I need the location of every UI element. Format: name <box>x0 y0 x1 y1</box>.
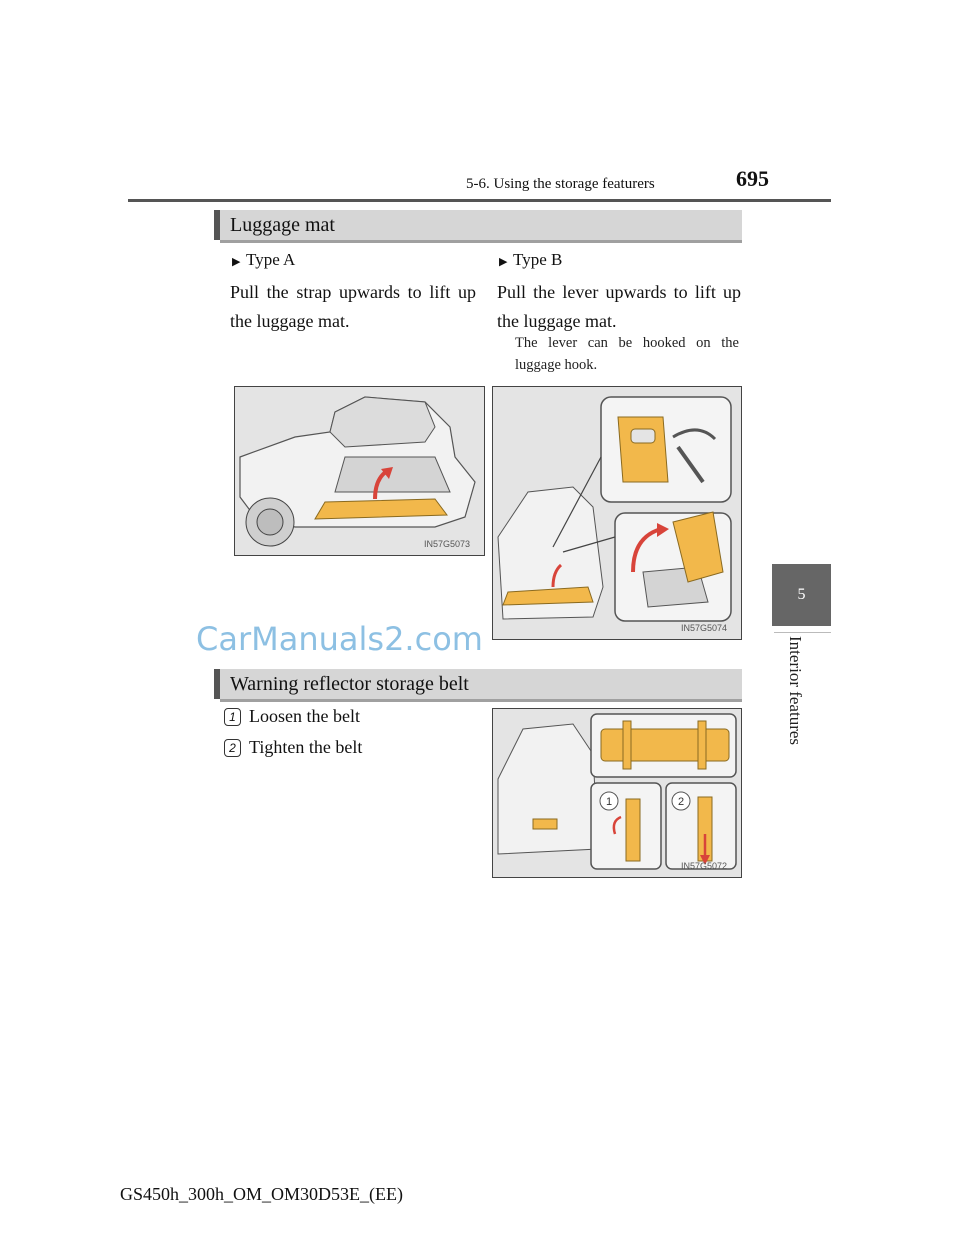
chapter-tab <box>772 564 831 626</box>
step-2-text: Tighten the belt <box>249 737 363 757</box>
reflector-belt-illustration <box>492 708 742 878</box>
figure-code: IN57G5072 <box>680 861 727 871</box>
watermark: CarManuals2.com <box>196 620 483 658</box>
chapter-label: Interior features <box>786 636 805 746</box>
car-trunk-open-illustration <box>235 387 484 555</box>
luggage-mat-heading <box>214 210 742 240</box>
type-a-label-row <box>232 250 295 270</box>
triangle-bullet-icon: ▶ <box>232 256 241 268</box>
step-1-text: Loosen the belt <box>249 706 360 726</box>
chapter-tab-divider <box>774 632 831 633</box>
heading-underline <box>220 699 742 702</box>
reflector-title: Warning reflector storage belt <box>230 673 469 695</box>
reflector-heading <box>214 669 742 699</box>
header-rule <box>128 199 831 202</box>
figure-code: IN57G5074 <box>680 623 727 633</box>
type-b-label-row <box>499 250 562 270</box>
type-a-illustration <box>234 386 485 556</box>
step-1 <box>224 706 360 727</box>
figure-code: IN57G5073 <box>423 539 470 549</box>
reflector-belt-drawing <box>493 709 741 877</box>
heading-underline <box>220 240 742 243</box>
step-number-icon: 1 <box>224 708 241 726</box>
luggage-mat-lever-illustration <box>493 387 741 639</box>
figure-label-2: 2 <box>677 796 685 808</box>
step-2 <box>224 737 362 758</box>
section-title: 5-6. Using the storage featurers <box>466 176 655 192</box>
type-a-label: Type A <box>246 250 296 269</box>
type-b-note: The lever can be hooked on the luggage hook. <box>515 335 739 373</box>
type-b-illustration <box>492 386 742 640</box>
document-code: GS450h_300h_OM_OM30D53E_(EE) <box>120 1184 403 1204</box>
figure-label-1: 1 <box>605 796 613 808</box>
step-number-icon: 2 <box>224 739 241 757</box>
triangle-bullet-icon: ▶ <box>499 256 508 268</box>
chapter-number: 5 <box>797 586 806 603</box>
type-b-instruction: Pull the lever upwards to lift up the luggage mat. <box>497 282 741 331</box>
type-b-label: Type B <box>513 250 563 269</box>
type-a-instruction: Pull the strap upwards to lift up the luggage mat. <box>230 282 476 331</box>
luggage-mat-title: Luggage mat <box>230 214 335 236</box>
page-number: 695 <box>736 166 769 191</box>
